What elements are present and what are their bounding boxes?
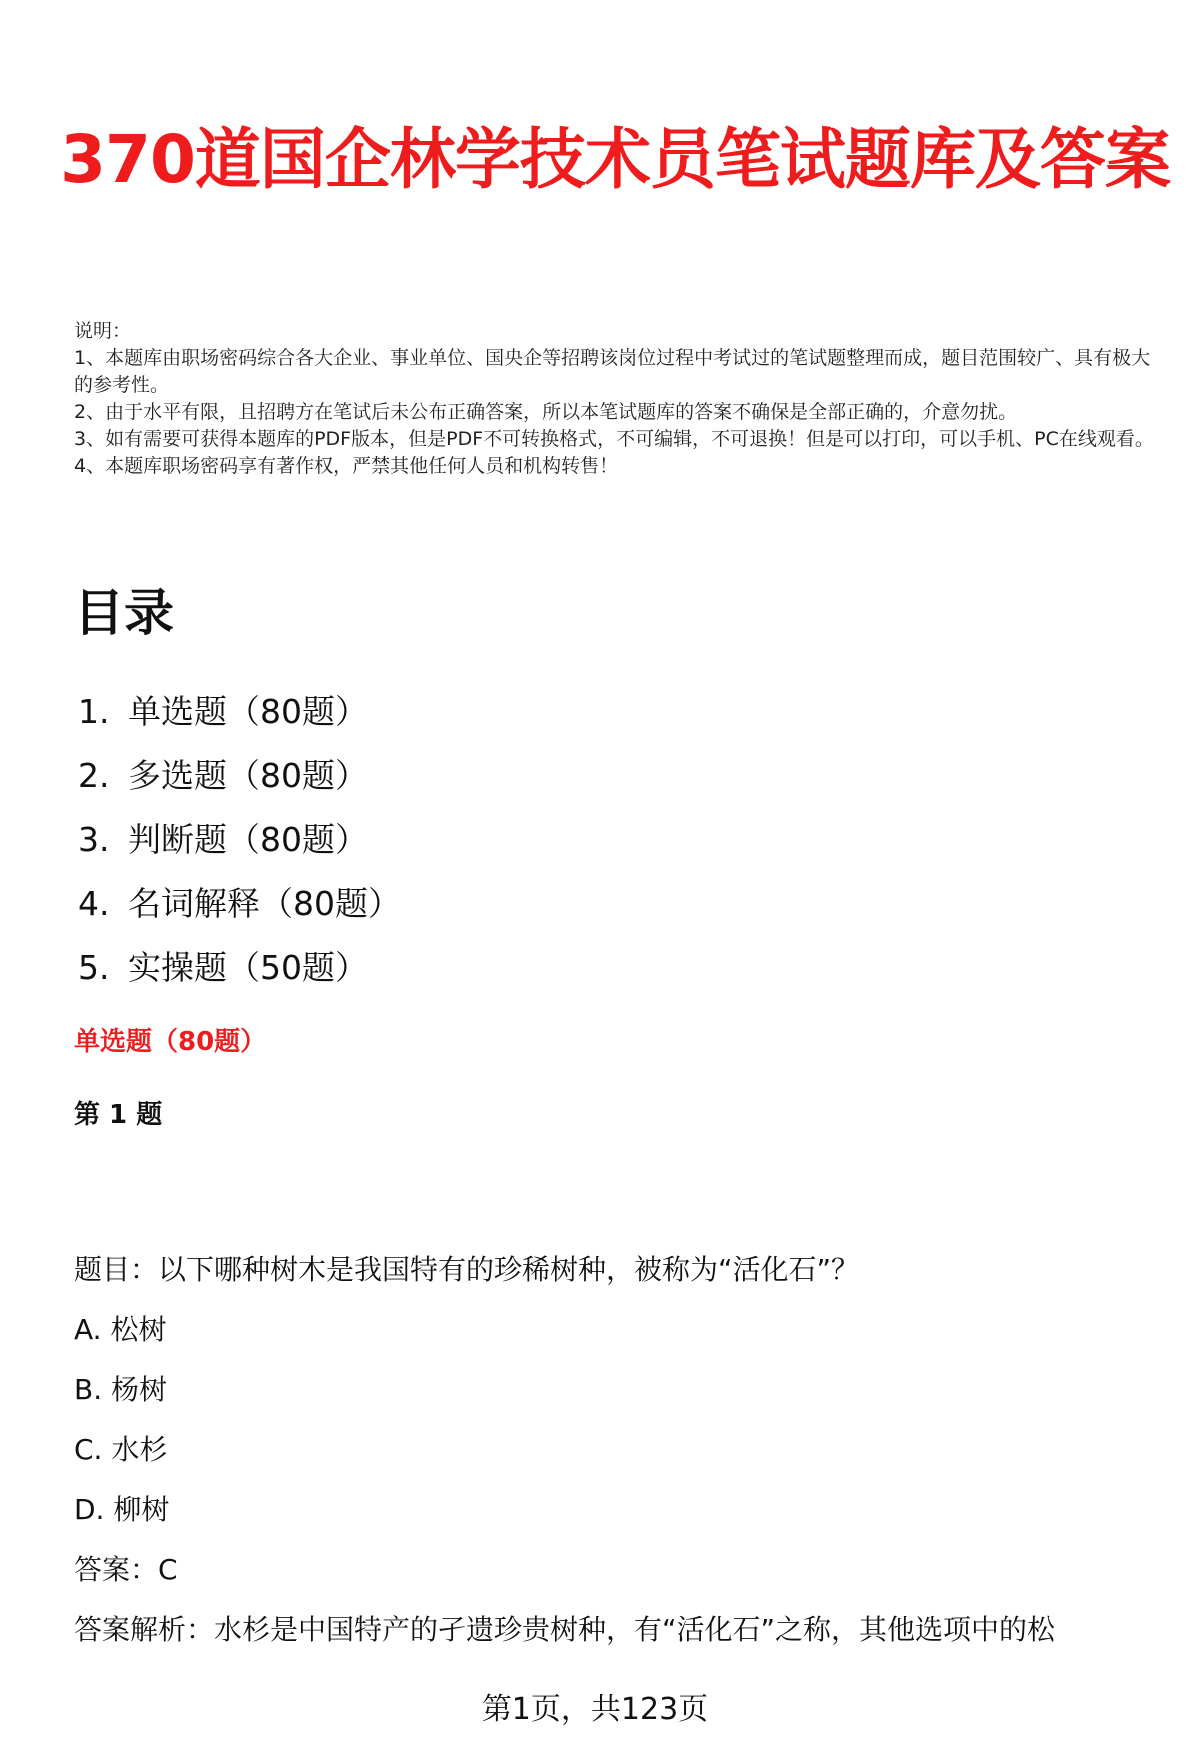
note-item: 1、本题库由职场密码综合各大企业、事业单位、国央企等招聘该岗位过程中考试过的笔试题整理而成，题目范围较广、具有极大的参考性。: [74, 347, 1151, 396]
toc-item-multiple-choice[interactable]: [78, 744, 778, 808]
note-item: 2、由于水平有限，且招聘方在笔试后未公布正确答案，所以本笔试题库的答案不确保是全部正确的，介意勿扰。: [74, 401, 1018, 423]
toc-item-label: 实操题（50题）: [128, 948, 368, 987]
toc-item-true-false[interactable]: [78, 808, 778, 872]
page-footer: 第1页，共123页: [481, 1692, 709, 1727]
option-c: C. 水杉: [74, 1433, 168, 1466]
toc-item-term-definition[interactable]: [78, 872, 778, 936]
toc-item-number: 1.: [78, 692, 110, 731]
answer-explanation: 答案解析：水杉是中国特产的孑遗珍贵树种，有“活化石”之称，其他选项中的松: [74, 1613, 1056, 1646]
toc-item-label: 名词解释（80题）: [128, 884, 401, 923]
toc-item-label: 单选题（80题）: [128, 692, 368, 731]
toc-item-number: 4.: [78, 884, 110, 923]
note-item: 3、如有需要可获得本题库的PDF版本，但是PDF不可转换格式，不可编辑，不可退换！但是可以打印，可以手机、PC在线观看。: [74, 428, 1154, 450]
document-title: 370道国企林学技术员笔试题库及答案: [60, 121, 1170, 198]
option-d: D. 柳树: [74, 1493, 170, 1526]
option-b: B. 杨树: [74, 1373, 168, 1406]
question-body: [74, 1240, 1124, 1660]
toc-item-practical[interactable]: [78, 936, 778, 1000]
table-of-contents: [78, 680, 778, 1000]
note-item: 4、本题库职场密码享有著作权，严禁其他任何人员和机构转售！: [74, 455, 619, 477]
toc-item-number: 5.: [78, 948, 110, 987]
toc-item-label: 判断题（80题）: [128, 820, 368, 859]
answer: 答案：C: [74, 1553, 178, 1586]
toc-item-number: 2.: [78, 756, 110, 795]
question-number: 第 1 题: [74, 1100, 163, 1130]
toc-heading: 目录: [74, 584, 174, 642]
notes-section: [74, 318, 1154, 480]
notes-heading: 说明：: [74, 320, 132, 342]
question-stem: 题目：以下哪种树木是我国特有的珍稀树种，被称为“活化石”？: [74, 1253, 860, 1286]
section-title: 单选题（80题）: [74, 1027, 267, 1057]
toc-item-single-choice[interactable]: [78, 680, 778, 744]
option-a: A. 松树: [74, 1313, 167, 1346]
toc-item-number: 3.: [78, 820, 110, 859]
toc-item-label: 多选题（80题）: [128, 756, 368, 795]
